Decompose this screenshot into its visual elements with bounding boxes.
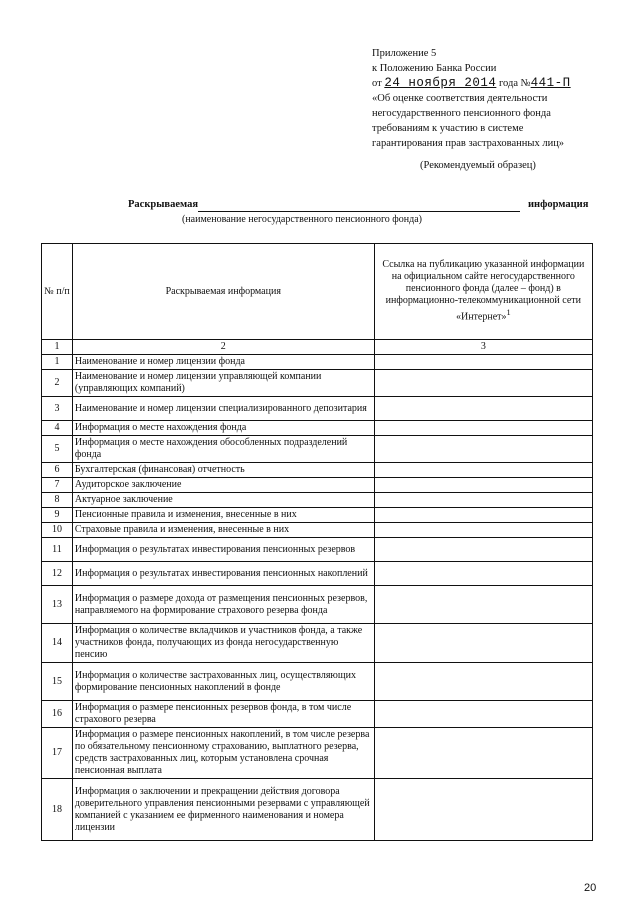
- row-link-cell[interactable]: [374, 523, 592, 538]
- row-number: 18: [42, 779, 73, 841]
- fund-name-caption: (наименование негосударственного пенсионного фонда): [182, 214, 422, 225]
- date-line: [372, 76, 612, 91]
- table-row: [42, 355, 593, 370]
- table-row: [42, 586, 593, 624]
- row-info: Наименование и номер лицензии управляющей компании (управляющих компаний): [72, 370, 374, 397]
- row-info: Наименование и номер лицензии фонда: [72, 355, 374, 370]
- row-link-cell[interactable]: [374, 436, 592, 463]
- row-link-cell[interactable]: [374, 728, 592, 779]
- disclosure-table: [41, 243, 593, 841]
- regulation-title-1: «Об оценке соответствия деятельности: [372, 93, 548, 104]
- row-number: 14: [42, 624, 73, 663]
- table-row: [42, 478, 593, 493]
- page-number: 20: [584, 882, 597, 894]
- row-number: 5: [42, 436, 73, 463]
- row-number: 4: [42, 421, 73, 436]
- col-index-1: 1: [42, 340, 73, 355]
- disclosed-heading: [128, 199, 589, 210]
- row-info: Информация о месте нахождения обособленных подразделений фонда: [72, 436, 374, 463]
- row-info: Актуарное заключение: [72, 493, 374, 508]
- table-row: [42, 562, 593, 586]
- table-row: [42, 538, 593, 562]
- date-prefix: от: [372, 78, 382, 89]
- row-info: Информация о месте нахождения фонда: [72, 421, 374, 436]
- row-info: Информация о количестве застрахованных лиц, осуществляющих формирование пенсионных накоплений в фонде: [72, 663, 374, 701]
- table-row: [42, 421, 593, 436]
- row-link-cell[interactable]: [374, 421, 592, 436]
- row-link-cell[interactable]: [374, 701, 592, 728]
- table-row: [42, 436, 593, 463]
- handwritten-date: 24 ноября 2014: [384, 76, 497, 90]
- disclosed-right: информация: [528, 199, 589, 210]
- row-link-cell[interactable]: [374, 538, 592, 562]
- row-info: Информация о результатах инвестирования пенсионных накоплений: [72, 562, 374, 586]
- row-number: 17: [42, 728, 73, 779]
- col-info-header: Раскрываемая информация: [72, 244, 374, 340]
- table-row: [42, 508, 593, 523]
- row-info: Информация о количестве вкладчиков и участников фонда, а также участников фонда, получающих из фонда негосударственную пенсию: [72, 624, 374, 663]
- row-number: 7: [42, 478, 73, 493]
- row-info: Страховые правила и изменения, внесенные в них: [72, 523, 374, 538]
- row-number: 6: [42, 463, 73, 478]
- fund-name-blank: [198, 211, 520, 212]
- footnote-mark: 1: [506, 308, 511, 318]
- appendix-header: [372, 46, 612, 151]
- row-link-cell[interactable]: [374, 463, 592, 478]
- disclosed-left: Раскрываемая: [128, 199, 199, 210]
- col-index-2: 2: [72, 340, 374, 355]
- row-number: 3: [42, 397, 73, 421]
- row-link-cell[interactable]: [374, 508, 592, 523]
- row-number: 11: [42, 538, 73, 562]
- row-info: Информация о заключении и прекращении действия договора доверительного управления пенсионными резервами с управляющей компанией с указанием ее фирменного наименования и номера лицензии: [72, 779, 374, 841]
- date-mid: года №: [498, 78, 531, 89]
- table-row: [42, 493, 593, 508]
- row-link-cell[interactable]: [374, 586, 592, 624]
- table-row: [42, 397, 593, 421]
- handwritten-number: 441-П: [530, 76, 571, 90]
- row-number: 10: [42, 523, 73, 538]
- row-number: 1: [42, 355, 73, 370]
- row-link-cell[interactable]: [374, 663, 592, 701]
- row-info: Бухгалтерская (финансовая) отчетность: [72, 463, 374, 478]
- table-row: [42, 779, 593, 841]
- col-index-3: 3: [374, 340, 592, 355]
- row-info: Информация о размере пенсионных накоплений, в том числе резерва по обязательному пенсионному страхованию, выплатного резерва, средств застрахованных лиц, которым установлена срочная пенсионная выплата: [72, 728, 374, 779]
- col-number-header: № п/п: [42, 244, 73, 340]
- regulation-title-4: гарантирования прав застрахованных лиц»: [372, 138, 565, 149]
- col-link-header: Ссылка на публикацию указанной информации на официальном сайте негосударственного пенсионного фонда (далее – фонд) в информационно-телекоммуникационной сети «Интернет»$^1$: [374, 244, 592, 340]
- row-info: Пенсионные правила и изменения, внесенные в них: [72, 508, 374, 523]
- table-row: [42, 370, 593, 397]
- row-link-cell[interactable]: [374, 355, 592, 370]
- row-number: 15: [42, 663, 73, 701]
- row-link-cell[interactable]: [374, 624, 592, 663]
- row-link-cell[interactable]: [374, 397, 592, 421]
- row-link-cell[interactable]: [374, 562, 592, 586]
- row-number: 2: [42, 370, 73, 397]
- table-row: [42, 701, 593, 728]
- regulation-title-3: требованиям к участию в системе: [372, 123, 524, 134]
- regulation-title-2: негосударственного пенсионного фонда: [372, 108, 551, 119]
- regulation-ref: к Положению Банка России: [372, 63, 497, 74]
- row-number: 13: [42, 586, 73, 624]
- table-row: [42, 463, 593, 478]
- recommended-sample-note: (Рекомендуемый образец): [420, 160, 536, 171]
- row-number: 8: [42, 493, 73, 508]
- row-number: 9: [42, 508, 73, 523]
- row-info: Информация о результатах инвестирования пенсионных резервов: [72, 538, 374, 562]
- table-row: [42, 624, 593, 663]
- row-link-cell[interactable]: [374, 493, 592, 508]
- table-row: [42, 523, 593, 538]
- row-info: Наименование и номер лицензии специализированного депозитария: [72, 397, 374, 421]
- table-row: [42, 663, 593, 701]
- table-row: [42, 728, 593, 779]
- row-info: Информация о размере пенсионных резервов фонда, в том числе страхового резерва: [72, 701, 374, 728]
- appendix-title: Приложение 5: [372, 48, 437, 59]
- row-link-cell[interactable]: [374, 478, 592, 493]
- row-number: 16: [42, 701, 73, 728]
- row-info: Аудиторское заключение: [72, 478, 374, 493]
- row-link-cell[interactable]: [374, 779, 592, 841]
- row-link-cell[interactable]: [374, 370, 592, 397]
- row-number: 12: [42, 562, 73, 586]
- row-info: Информация о размере дохода от размещения пенсионных резервов, направляемого на формирование страхового резерва фонда: [72, 586, 374, 624]
